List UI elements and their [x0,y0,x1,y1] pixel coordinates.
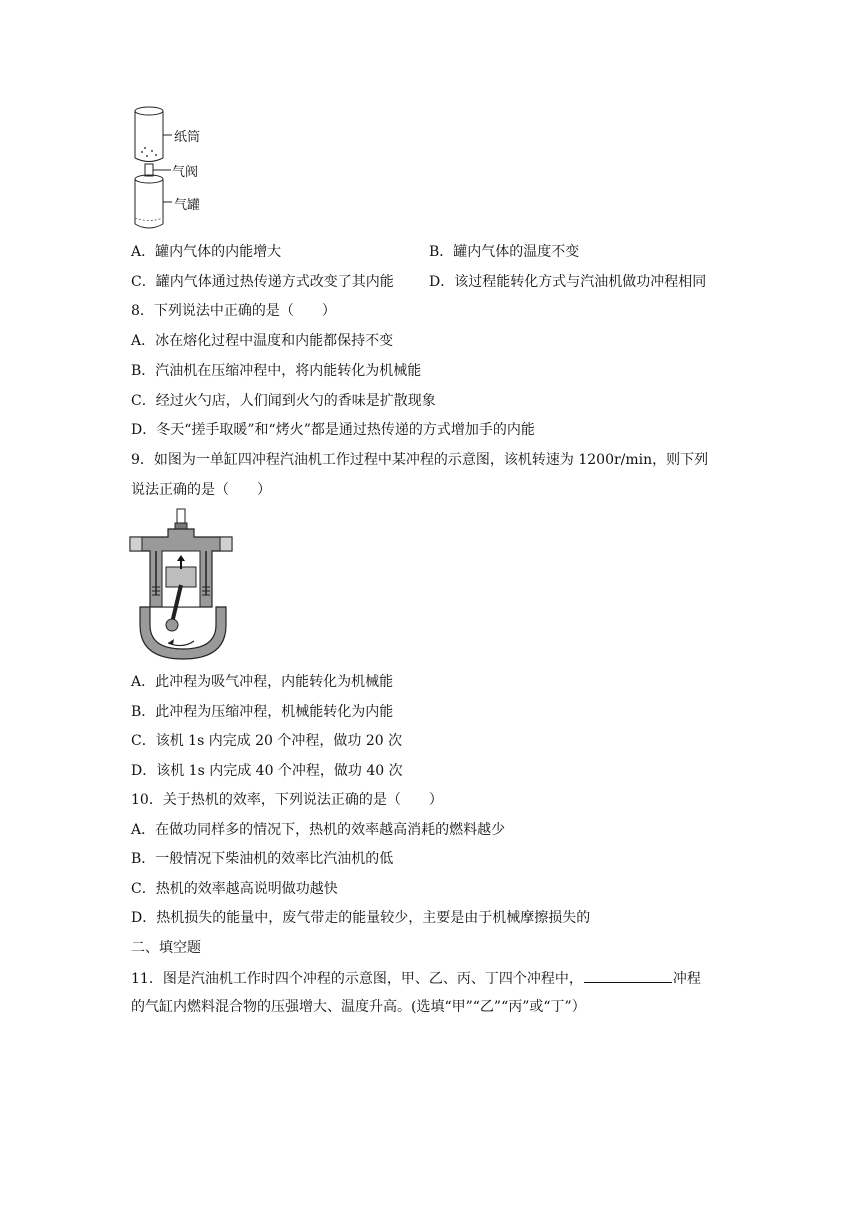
engine-stroke-figure [128,507,238,667]
q9-option-b: B．此冲程为压缩冲程，机械能转化为内能 [131,704,394,720]
q11-answer-blank[interactable] [584,968,672,983]
section-title-fill-in: 二、填空题 [131,940,201,956]
q8-option-b: B．汽油机在压缩冲程中，将内能转化为机械能 [131,363,422,379]
q11-line1 [131,968,701,989]
engine-cylinder-drawing [128,507,238,667]
canister-label: 气罐 [174,198,201,213]
q8-option-d: D．冬天“搓手取暖”和“烤火”都是通过热传递的方式增加手的内能 [131,422,535,438]
q7-option-d: D．该过程能转化方式与汽油机做功冲程相同 [429,274,707,290]
q7-option-b: B．罐内气体的温度不变 [429,244,580,260]
q10-stem: 10．关于热机的效率，下列说法正确的是（ ） [131,792,443,808]
q11-line2: 的气缸内燃料混合物的压强增大、温度升高。(选填“甲”“乙”“丙”或“丁”） [131,999,586,1015]
paper-tube-label: 纸筒 [174,130,201,145]
q10-option-c: C．热机的效率越高说明做功越快 [131,881,338,897]
q9-option-a: A．此冲程为吸气冲程，内能转化为机械能 [131,674,394,690]
q11-text-before-blank: 11．图是汽油机工作时四个冲程的示意图，甲、乙、丙、丁四个冲程中， [131,971,583,987]
q11-text-after-blank: 冲程 [672,971,701,987]
q9-stem-line2: 说法正确的是（ ） [131,482,271,498]
paper-tube-canister-figure [125,102,215,242]
q8-stem: 8．下列说法中正确的是（ ） [131,303,336,319]
q10-option-a: A．在做功同样多的情况下，热机的效率越高消耗的燃料越少 [131,822,506,838]
q7-option-c: C．罐内气体通过热传递方式改变了其内能 [131,274,394,290]
q9-option-c: C．该机 1s 内完成 20 个冲程，做功 20 次 [131,733,403,749]
q9-stem-line1: 9．如图为一单缸四冲程汽油机工作过程中某冲程的示意图，该机转速为 1200r/min，则下列 [131,452,709,468]
q8-option-c: C．经过火勺店，人们闻到火勺的香味是扩散现象 [131,393,436,409]
q7-option-a: A．罐内气体的内能增大 [131,244,282,260]
q8-option-a: A．冰在熔化过程中温度和内能都保持不变 [131,333,394,349]
paper-tube-canister-drawing [125,102,215,242]
q10-option-b: B．一般情况下柴油机的效率比汽油机的低 [131,851,394,867]
q9-option-d: D．该机 1s 内完成 40 个冲程，做功 40 次 [131,763,403,779]
q10-option-d: D．热机损失的能量中，废气带走的能量较少，主要是由于机械摩擦损失的 [131,910,591,926]
valve-label: 气阀 [172,165,199,180]
